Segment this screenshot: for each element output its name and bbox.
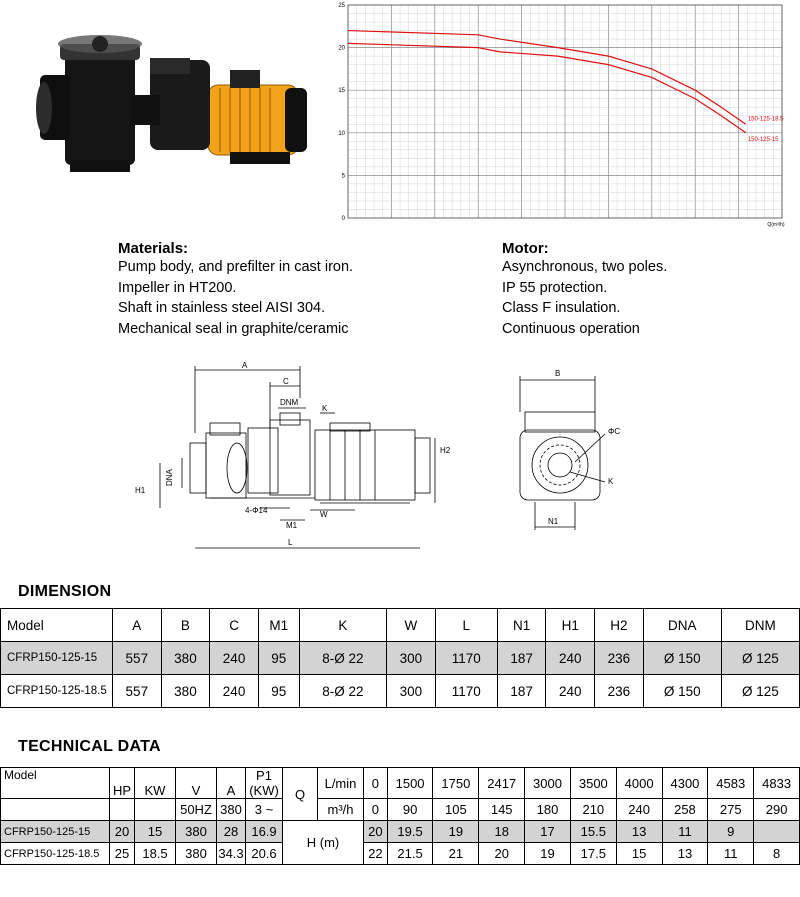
- dim-header: K: [299, 609, 386, 642]
- label-C: C: [283, 377, 289, 386]
- series-line: [348, 43, 746, 132]
- label-W: W: [320, 510, 328, 519]
- label-N1: N1: [548, 517, 559, 526]
- series-line: [348, 31, 746, 125]
- y-tick-label: 15: [338, 88, 345, 95]
- chart-x-label: Q(m³/h): [767, 222, 785, 228]
- y-tick-label: 20: [338, 45, 345, 52]
- materials-line: Impeller in HT200.: [118, 279, 237, 296]
- table-row: CFRP150-125-18.5 25 18.5 380 34.3 20.6 22 21.5 21 20 19 17.5 15 13 11 8: [1, 843, 800, 865]
- dim-header: DNA: [643, 609, 721, 642]
- y-tick-label: 0: [341, 216, 345, 222]
- table-row: CFRP150-125-18.5 557 380 240 95 8-Ø 22 300 1170 187 240 236 Ø 150 Ø 125: [1, 675, 800, 708]
- chart-series-labels: [748, 116, 784, 143]
- dimension-title: DIMENSION: [18, 583, 112, 600]
- series-label: 150-125-15: [747, 136, 779, 143]
- tech-header-head: H (m): [283, 821, 364, 865]
- label-K-front: K: [608, 477, 614, 486]
- motor-line: Continuous operation: [502, 320, 640, 337]
- table-row: CFRP150-125-15 20 15 380 28 16.9 H (m) 20 19.5 19 18 17 15.5 13 11 9: [1, 821, 800, 843]
- label-K: K: [322, 404, 328, 413]
- label-B: B: [555, 369, 561, 378]
- front-view-drawing: [500, 362, 650, 542]
- materials-title: Materials:: [118, 240, 189, 257]
- label-phiC: ΦC: [608, 427, 621, 436]
- pump-photo: [30, 30, 310, 180]
- technical-title: TECHNICAL DATA: [18, 738, 161, 755]
- label-M1: M1: [286, 521, 298, 530]
- materials-line: Mechanical seal in graphite/ceramic: [118, 320, 349, 337]
- label-A: A: [242, 361, 248, 370]
- y-tick-label: 10: [338, 130, 345, 137]
- chart-grid: [348, 5, 782, 218]
- label-DNA: DNA: [165, 469, 174, 486]
- dim-header: W: [387, 609, 436, 642]
- dimension-table: [0, 608, 800, 708]
- label-L: L: [288, 538, 293, 547]
- table-row: CFRP150-125-15 557 380 240 95 8-Ø 22 300 1170 187 240 236 Ø 150 Ø 125: [1, 642, 800, 675]
- y-tick-label: 5: [341, 173, 345, 180]
- materials-line: Pump body, and prefilter in cast iron.: [118, 259, 354, 275]
- dim-header: M1: [258, 609, 299, 642]
- label-holes: 4-Φ14: [245, 506, 268, 515]
- tech-header-model: Model: [1, 768, 110, 799]
- label-DNM: DNM: [280, 398, 299, 407]
- performance-chart: [330, 0, 790, 232]
- dim-header: L: [435, 609, 497, 642]
- motor-line: IP 55 protection.: [502, 279, 608, 296]
- motor-title: Motor:: [502, 240, 549, 257]
- technical-table: Model HP KW V A P1 (KW) Q L/min 0 1500 1750 2417 3000 3500 4000 4300 4583 4833 50HZ 380 3 ~ m³/h 0 90 105 145 180 210 240 258 275 290 CFRP150-125-15 20 15 380 28 16.9 H (m) 20 19.5 19 18 17 15.5 13 11 9 CFRP150-125-18.5 25 18.5 380 34.3 20.6 22 21.5 21 20 19 17.5 15 13 11 8: [0, 767, 800, 865]
- dim-header: DNM: [721, 609, 799, 642]
- materials-block: [118, 240, 458, 339]
- label-H1: H1: [135, 486, 146, 495]
- dim-header: N1: [497, 609, 546, 642]
- motor-line: Class F insulation.: [502, 300, 621, 316]
- y-tick-label: 25: [338, 3, 345, 9]
- label-H2: H2: [440, 446, 451, 455]
- series-label: 150-125-18.5: [747, 116, 784, 123]
- chart-y-ticks: [338, 3, 345, 222]
- dim-header: Model: [1, 609, 113, 642]
- motor-line: Asynchronous, two poles.: [502, 259, 668, 275]
- dim-header: H1: [546, 609, 595, 642]
- dim-header: B: [161, 609, 210, 642]
- motor-block: [502, 240, 782, 339]
- dimension-header-row: [1, 609, 800, 642]
- materials-line: Shaft in stainless steel AISI 304.: [118, 300, 326, 316]
- dim-header: H2: [595, 609, 644, 642]
- side-view-drawing: [120, 358, 460, 558]
- dim-header: A: [113, 609, 162, 642]
- dim-header: C: [210, 609, 259, 642]
